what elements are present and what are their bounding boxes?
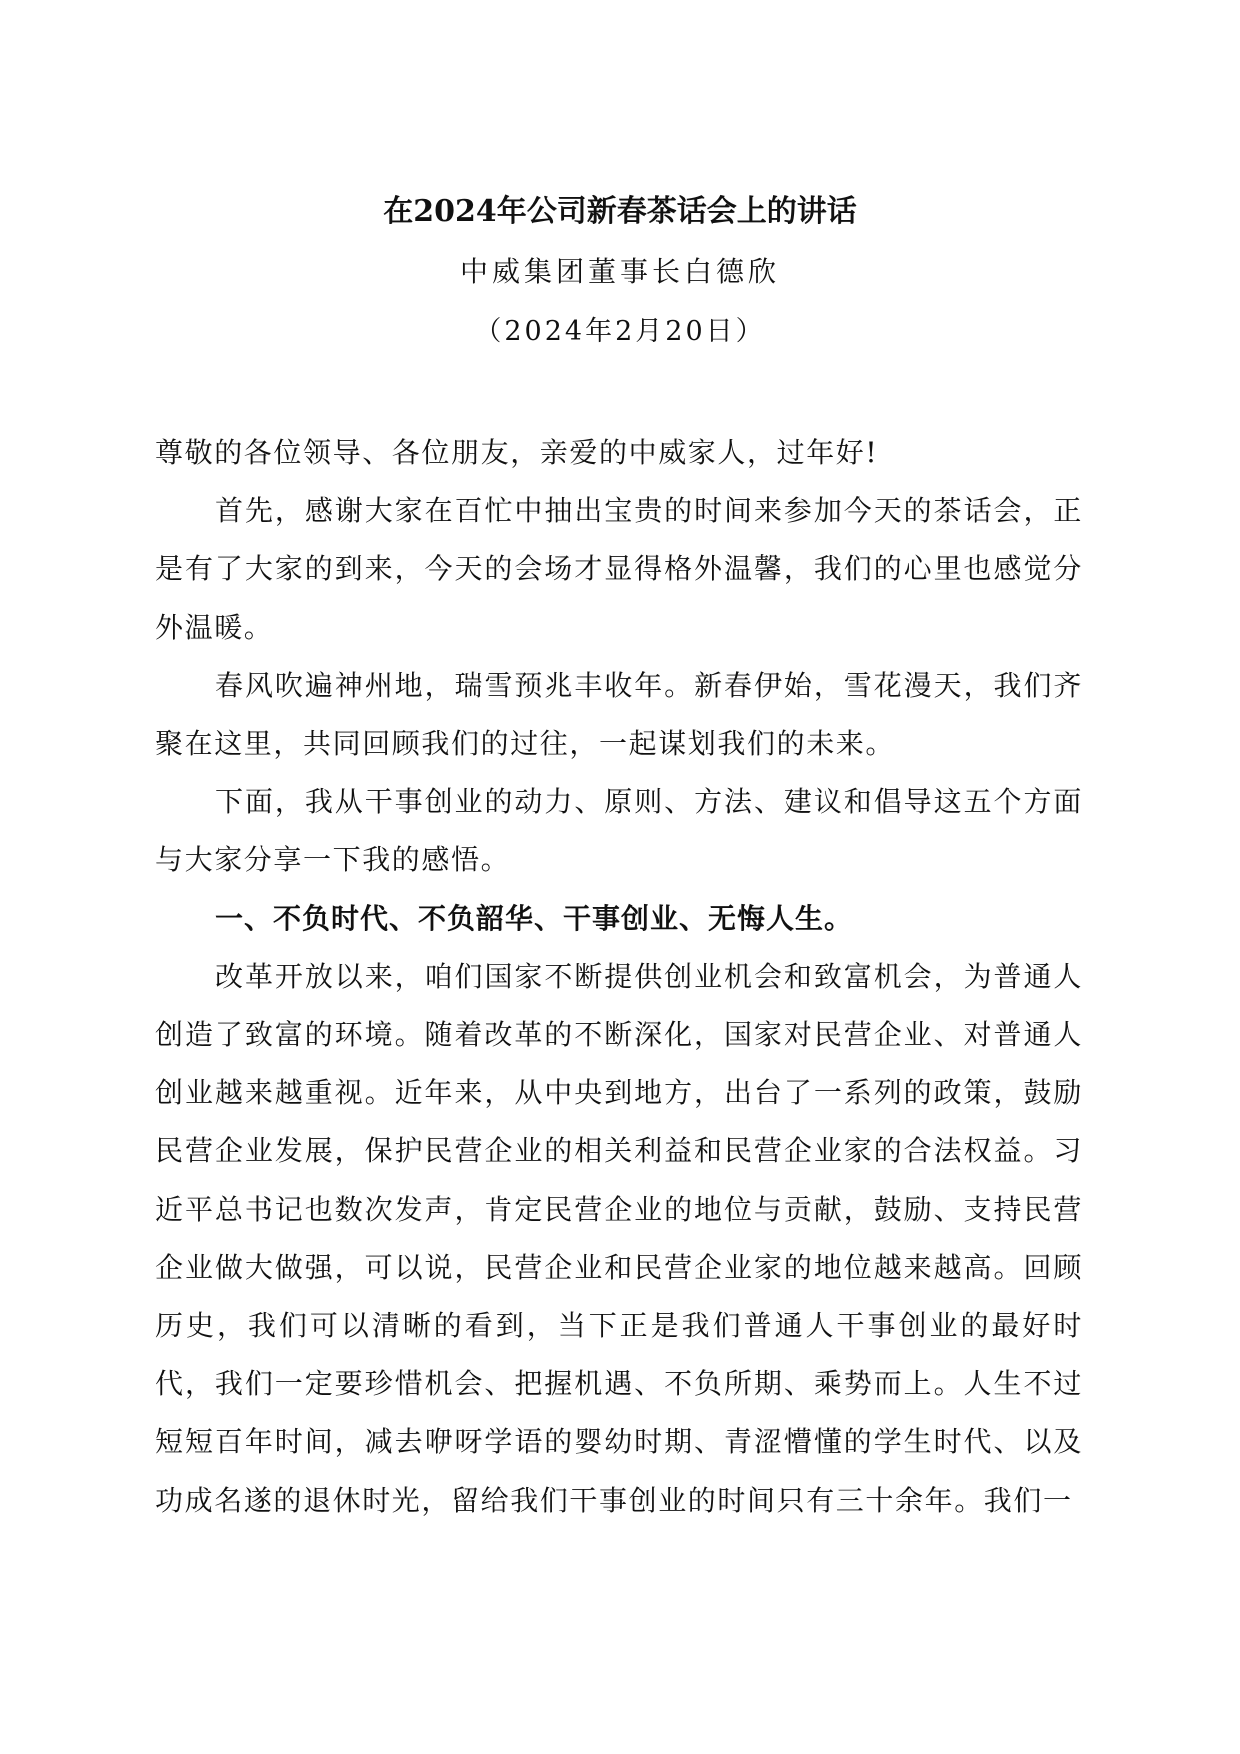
speaker-line: 中威集团董事长白德欣: [459, 255, 780, 288]
salutation-paragraph: 尊敬的各位领导、各位朋友，亲爱的中威家人，过年好!: [155, 436, 879, 469]
speech-date: （2024年2月20日）: [474, 316, 766, 347]
body-paragraph: 改革开放以来，咱们国家不断提供创业机会和致富机会，为普通人创造了致富的环境。随着改革的不断深化，国家对民营企业、对普通人创业越来越重视。近年来，从中央到地方，出台了一系列的政策，鼓励民营企业发展，保护民营企业的相关利益和民营企业家的合法权益。习近平总书记也数次发声，肯定民营企业的地位与贡献，鼓励、支持民营企业做大做强，可以说，民营企业和民营企业家的地位越来越高。回顾历史，我们可以清晰的看到，当下正是我们普通人干事创业的最好时代，我们一定要珍惜机会、把握机遇、不负所期、乘势而上。人生不过短短百年时间，减去咿呀学语的婴幼时期、青涩懵懂的学生时代、以及功成名遂的退休时光，留给我们干事创业的时间只有三十余年。我们一: [155, 959, 1083, 1517]
speech-body: [155, 424, 1083, 1530]
section-heading: 一、不负时代、不负韶华、干事创业、无悔人生。: [215, 901, 854, 935]
body-paragraph: 首先，感谢大家在百忙中抽出宝贵的时间来参加今天的茶话会，正是有了大家的到来，今天的会场才显得格外温馨，我们的心里也感觉分外温暖。: [155, 494, 1083, 644]
body-paragraph: 下面，我从干事创业的动力、原则、方法、建议和倡导这五个方面与大家分享一下我的感悟。: [155, 785, 1083, 877]
speech-title: 在2024年公司新春茶话会上的讲话: [383, 194, 857, 229]
body-paragraph: 春风吹遍神州地，瑞雪预兆丰收年。新春伊始，雪花漫天，我们齐聚在这里，共同回顾我们的过往，一起谋划我们的未来。: [155, 668, 1083, 761]
